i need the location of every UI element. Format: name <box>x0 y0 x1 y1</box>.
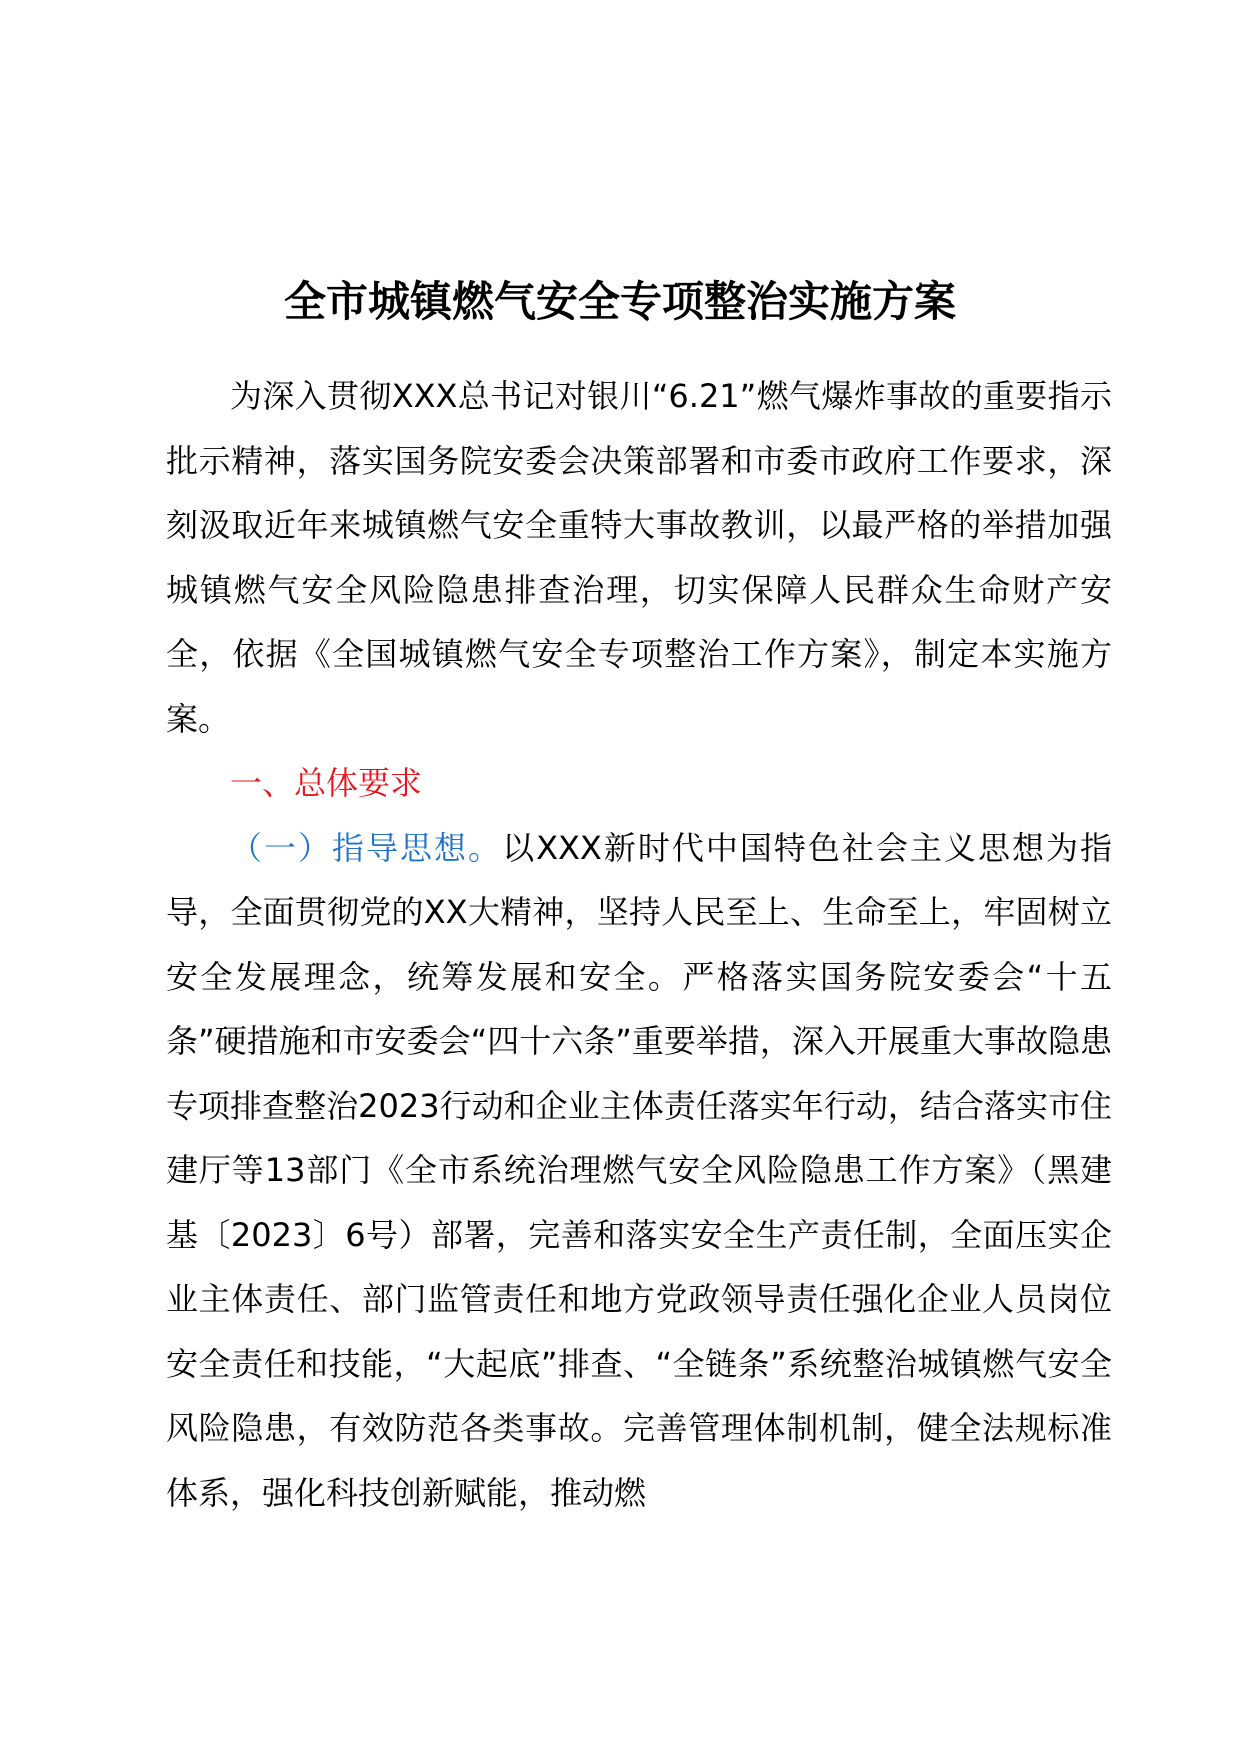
document-body <box>166 364 1112 1525</box>
subsection-body: 以XXX新时代中国特色社会主义思想为指导，全面贯彻党的XX大精神，坚持人民至上、生命至上，牢固树立安全发展理念，统筹发展和安全。严格落实国务院安委会“十五条”硬措施和市安委会“四十六条”重要举措，深入开展重大事故隐患专项排查整治2023行动和企业主体责任落实年行动，结合落实市住建厅等13部门《全市系统治理燃气安全风险隐患工作方案》（黑建基〔2023〕6号）部署，完善和落实安全生产责任制，全面压实企业主体责任、部门监管责任和地方党政领导责任强化企业人员岗位安全责任和技能，“大起底”排查、“全链条”系统整治城镇燃气安全风险隐患，有效防范各类事故。完善管理体制机制，健全法规标准体系，强化科技创新赋能，推动燃 <box>166 828 1112 1512</box>
section-heading-text: 一、总体要求 <box>230 764 423 802</box>
document-title: 全市城镇燃气安全专项整治实施方案 <box>283 277 956 326</box>
intro-paragraph: 为深入贯彻XXX总书记对银川“6.21”燃气爆炸事故的重要指示批示精神，落实国务院安委会决策部署和市委市政府工作要求，深刻汲取近年来城镇燃气安全重特大事故教训，以最严格的举措加强城镇燃气安全风险隐患排查治理，切实保障人民群众生命财产安全，依据《全国城镇燃气安全专项整治工作方案》，制定本实施方案。 <box>166 377 1112 738</box>
subsection-paragraph <box>166 816 1112 1526</box>
section-heading <box>166 751 1112 816</box>
subsection-heading: （一）指导思想。 <box>230 828 503 867</box>
